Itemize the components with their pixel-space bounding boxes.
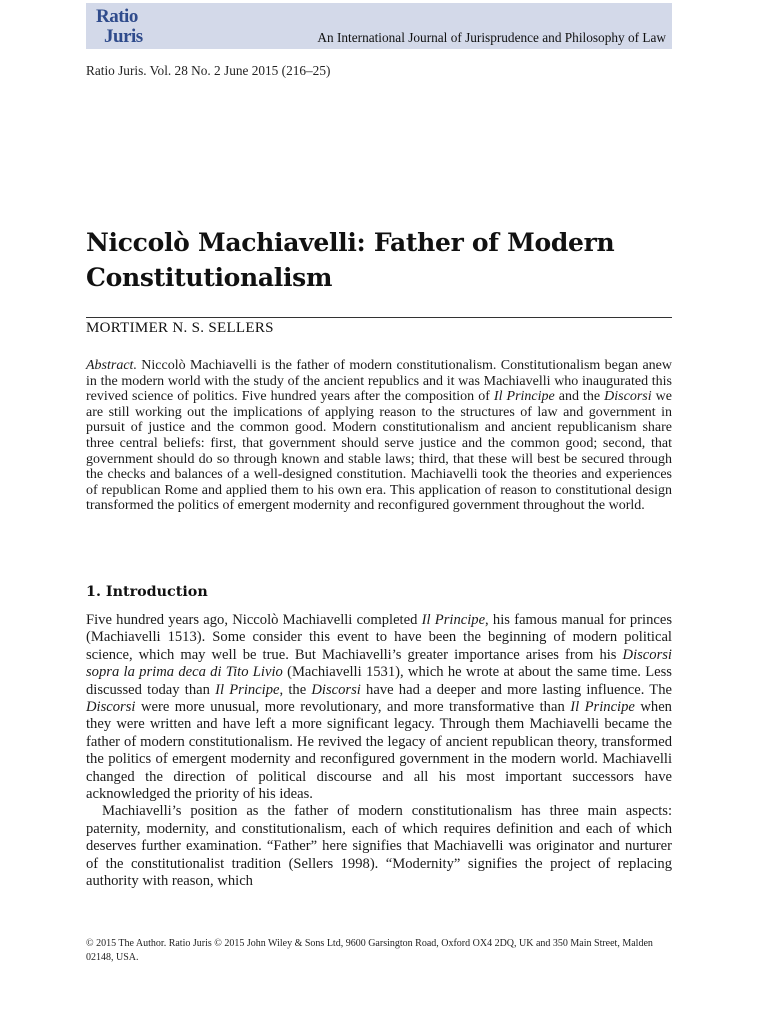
journal-logo [96,6,166,48]
italic-title: Discorsi sopra la prima deca di Tito Livio [86,646,672,681]
citation-line: Ratio Juris. Vol. 28 No. 2 June 2015 (216–25) [86,63,331,78]
abstract-italic-title: Il Principe [493,389,555,405]
journal-subtitle: An International Journal of Jurisprudence and Philosophy of Law [317,30,666,45]
paragraph [86,612,672,803]
italic-title: Il Principe [570,699,635,716]
abstract-italic-title: Discorsi [604,389,652,405]
title-divider [86,317,672,318]
author-name: MORTIMER N. S. SELLERS [86,320,274,336]
journal-header-bar [86,3,672,49]
paragraph-text: have had a deeper and more lasting influence. The [360,681,672,698]
section-body [86,612,672,891]
logo-text-line1: Ratio [96,6,138,27]
section-heading-introduction: 1. Introduction [86,584,208,600]
paragraph-text: , the [279,681,312,698]
italic-title: Il Principe [421,612,486,628]
italic-title: Il Principe [215,681,280,698]
abstract-label: Abstract. [86,358,137,373]
italic-title: Discorsi [311,681,361,698]
abstract-text: Niccolò Machiavelli is the father of modern constitutionalism. Constitutionalism began anew in the modern world with the study of the ancient republics and it was Machiavelli who inaugurated this revived science of politics. Five hundred years after the composition of [86,358,672,405]
paragraph-text: , his famous manual for princes (Machiavelli 1513). Some consider this event to have been the beginning of modern political science, which may well be true. But Machiavelli’s greater importance arises from his [86,612,672,663]
abstract-text: we are still working out the implications of applying reason to the structures of law and government in pursuit of justice and the common good. Modern constitutionalism and ancient republicanism share three central beliefs: first, that government should serve justice and the common good; second, that government should do so through known and stable laws; third, that these will best be secured through the checks and balances of a well-designed constitution. Machiavelli took the theories and experiences of republican Rome and applied them to his own era. This application of reason to constitutional design transformed the politics of emergent modernity and reconfigured government throughout the world. [86,389,672,514]
logo-text-line2: Juris [104,26,143,47]
paragraph-text: when they were written and have left a more significant legacy. Through them Machiavelli became the father of modern constitutionalism. He revived the legacy of ancient republican theory, transformed the politics of emergent modernity and reconfigured government in the modern world. Machiavelli changed the direction of political discourse and all his most important successors have acknowledged the priority of his ideas. [86,699,672,803]
abstract [86,358,672,514]
paragraph: Machiavelli’s position as the father of modern constitutionalism has three main aspects: paternity, modernity, and constitutionalism, each of which requires definition and each of which deserves further examination. “Father” here signifies that Machiavelli was originator and nurturer of the constitutionalist tradition (Sellers 1998). “Modernity” signifies the project of replacing authority with reason, which [86,803,672,890]
abstract-text: and the [554,389,605,405]
article-title: Niccolò Machiavelli: Father of Modern Constitutionalism [86,228,615,292]
italic-title: Discorsi [86,699,136,716]
paragraph-text: (Machiavelli 1531), which he wrote at about the same time. Less discussed today than [86,664,672,698]
paragraph-text: Five hundred years ago, Niccolò Machiavelli completed [86,612,422,628]
copyright-footer: © 2015 The Author. Ratio Juris © 2015 John Wiley & Sons Ltd, 9600 Garsington Road, Oxford OX4 2DQ, UK and 350 Main Street, Malden 02148, USA. [86,938,653,963]
paragraph-text: were more unusual, more revolutionary, and more transformative than [135,699,571,716]
